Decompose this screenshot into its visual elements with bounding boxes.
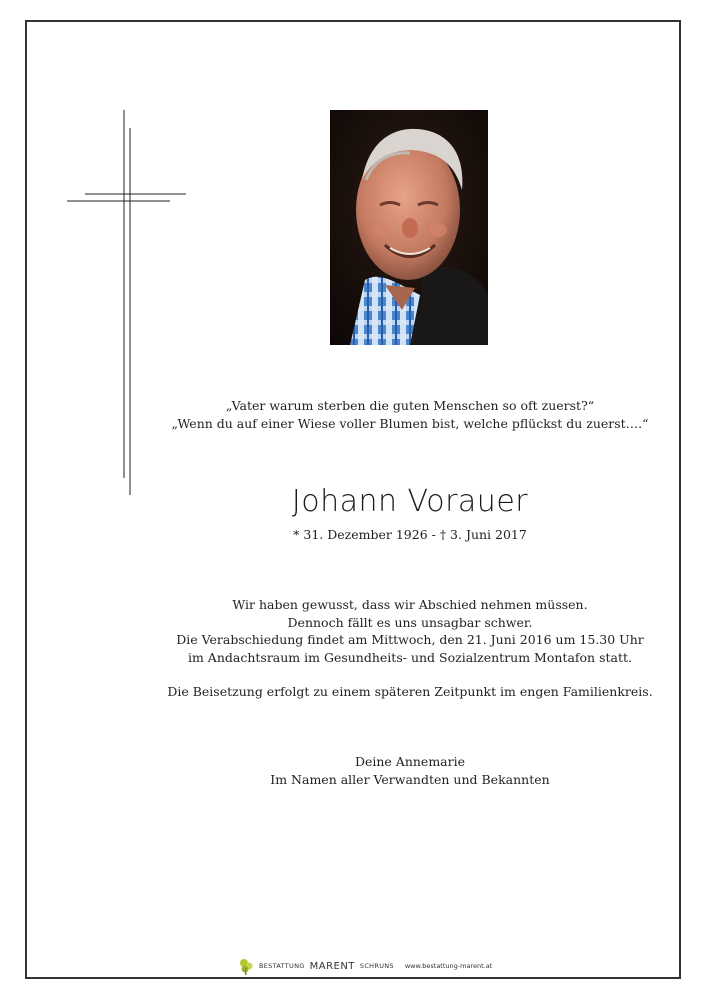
marent-logo-icon [238,957,254,975]
signature-line-2: Im Namen aller Verwandten und Bekannten [270,772,550,787]
portrait-photo [330,110,488,345]
footer-brand: MARENT [309,960,355,972]
deceased-name: Johann Vorauer [291,484,529,519]
message-line-2: Dennoch fällt es uns unsagbar schwer. [287,615,533,630]
signature-line-1: Deine Annemarie [354,754,466,769]
quote-line-2: „Wenn du auf einer Wiese voller Blumen bist, welche pflückst du zuerst….“ [171,416,649,431]
footer-location: SCHRUNS [359,962,394,970]
footer-prefix: BESTATTUNG [259,962,305,970]
message-line-4: im Andachtsraum im Gesundheits- und Sozialzentrum Montafon statt. [187,650,632,665]
message-line-1: Wir haben gewusst, dass wir Abschied nehmen müssen. [232,597,588,612]
message-line-3: Die Verabschiedung findet am Mittwoch, den 21. Juni 2016 um 15.30 Uhr [176,632,644,647]
life-dates: * 31. Dezember 1926 - † 3. Juni 2017 [293,527,527,542]
footer-url[interactable]: www.bestattung-marent.at [404,962,493,970]
footer [238,956,492,976]
quote-line-1: „Vater warum sterben die guten Menschen so oft zuerst?“ [225,398,595,413]
message-line-5: Die Beisetzung erfolgt zu einem späteren Zeitpunkt im engen Familienkreis. [167,684,653,699]
